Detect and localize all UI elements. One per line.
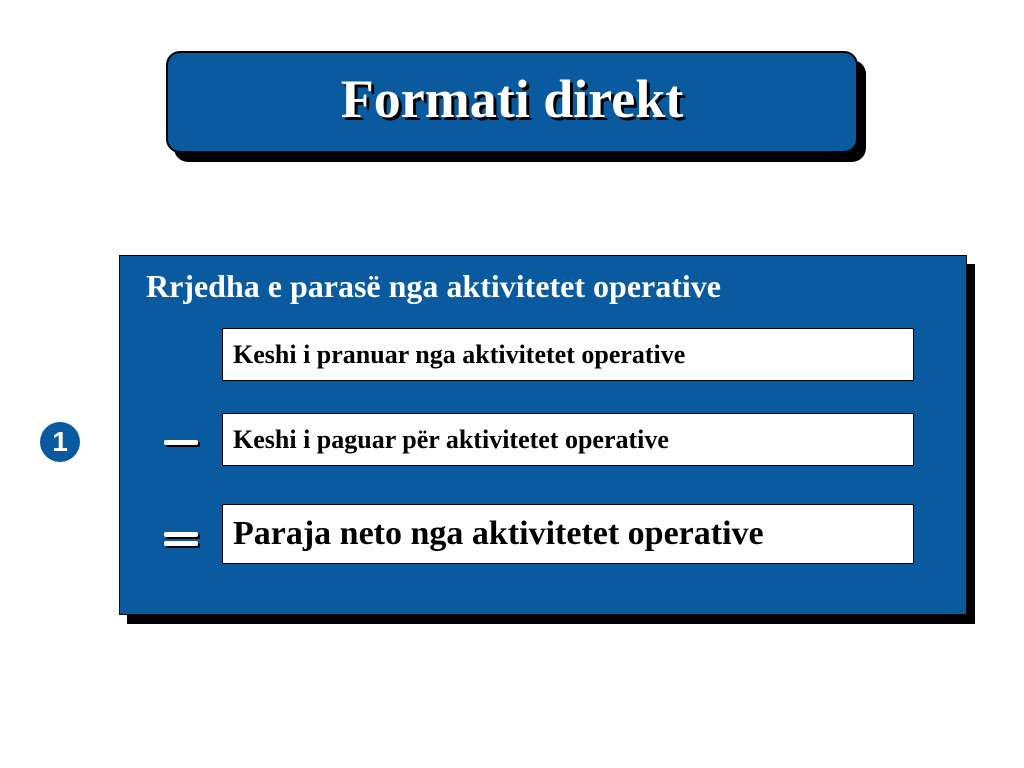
minus-bar [164,440,198,445]
title-banner [166,51,858,153]
cash-received-row [222,328,914,381]
equals-bar-top [164,532,198,537]
cash-flow-panel [119,255,967,615]
minus-icon [164,440,198,450]
step-number: 1 [52,426,68,457]
panel-heading: Rrjedha e parasë nga aktivitetet operative [146,268,721,304]
equals-icon [164,532,198,550]
cash-paid-label: Keshi i paguar për aktivitetet operative [233,424,669,454]
step-number-badge [40,422,80,462]
net-cash-label: Paraja neto nga aktivitetet operative [233,515,764,552]
cash-paid-row [222,413,914,466]
page-title: Formati direkt [340,69,684,129]
net-cash-row [222,504,914,564]
cash-received-label: Keshi i pranuar nga aktivitetet operative [233,339,686,369]
equals-bar-bottom [164,541,198,546]
